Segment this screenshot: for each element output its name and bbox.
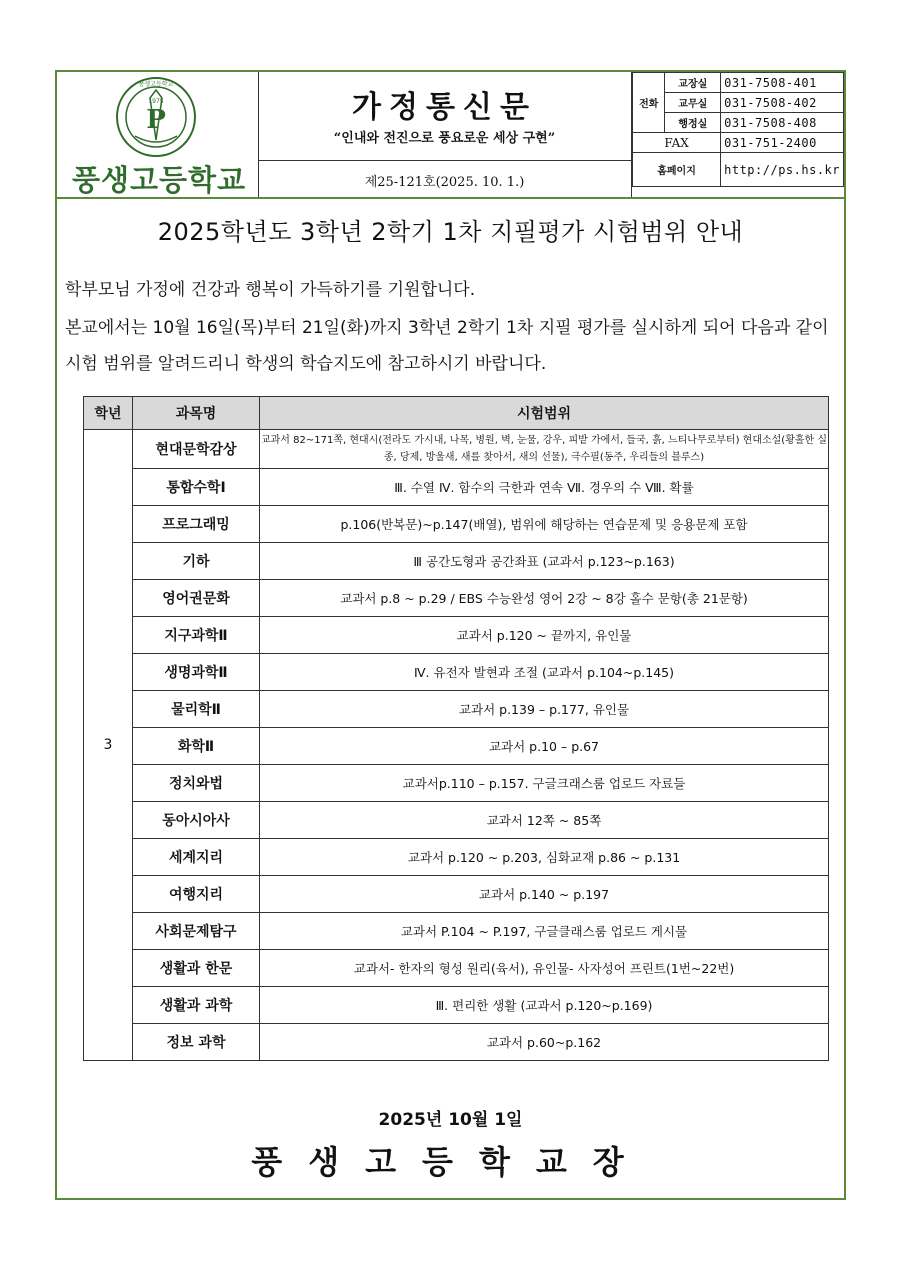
- range-cell: Ⅲ 공간도형과 공간좌표 (교과서 p.123~p.163): [260, 543, 829, 580]
- subject-cell: 여행지리: [133, 876, 260, 913]
- contact-label: 교장실: [665, 73, 721, 93]
- subject-cell: 화학Ⅱ: [133, 728, 260, 765]
- table-row: [84, 580, 829, 617]
- header-grade: 학년: [84, 397, 133, 430]
- fax-label: FAX: [633, 133, 721, 153]
- contact-label: 교무실: [665, 93, 721, 113]
- subject-cell: 통합수학Ⅰ: [133, 469, 260, 506]
- range-cell: Ⅲ. 편리한 생활 (교과서 p.120~p.169): [260, 987, 829, 1024]
- issue-cell: [258, 161, 632, 197]
- newsletter-title: 가정통신문: [352, 90, 537, 125]
- subject-cell: 기하: [133, 543, 260, 580]
- range-cell: 교과서 p.120 ~ p.203, 심화교재 p.86 ~ p.131: [260, 839, 829, 876]
- table-row: [84, 802, 829, 839]
- header-range: 시험범위: [260, 397, 829, 430]
- table-row: [84, 913, 829, 950]
- subject-cell: 생명과학Ⅱ: [133, 654, 260, 691]
- principal-signature: 풍생고등학교장: [251, 1143, 650, 1181]
- header-subject: 과목명: [133, 397, 260, 430]
- range-cell: 교과서 p.8 ~ p.29 / EBS 수능완성 영어 2강 ~ 8강 홀수 문항(총 21문항): [260, 580, 829, 617]
- fax-number: 031-751-2400: [721, 133, 844, 153]
- range-cell: 교과서 p.60~p.162: [260, 1024, 829, 1061]
- issue-date: 2025년 10월 1일: [378, 1110, 523, 1130]
- range-cell: 교과서p.110 – p.157. 구글크래스룸 업로드 자료들: [260, 765, 829, 802]
- subject-cell: 정치와법: [133, 765, 260, 802]
- table-row: [84, 1024, 829, 1061]
- greeting-paragraph: 학부모님 가정에 건강과 행복이 가득하기를 기원합니다.: [65, 280, 476, 300]
- range-cell: 교과서 12쪽 ~ 85쪽: [260, 802, 829, 839]
- table-header-row: [84, 397, 829, 430]
- subject-cell: 현대문학감상: [133, 430, 260, 469]
- subject-cell: 생활과 과학: [133, 987, 260, 1024]
- notice-paragraph: 본교에서는 10월 16일(목)부터 21일(화)까지 3학년 2학기 1차 지필 평가를 실시하게 되어 다음과 같이 시험 범위를 알려드리니 학생의 학습지도에 참고하시기 바랍니다.: [65, 318, 829, 374]
- subject-cell: 세계지리: [133, 839, 260, 876]
- table-row: [84, 654, 829, 691]
- homepage-label: 홈페이지: [633, 153, 721, 187]
- svg-text:P: P: [146, 105, 166, 135]
- issue-number: 제25-121호(2025. 10. 1.): [364, 175, 525, 190]
- subject-cell: 프로그래밍: [133, 506, 260, 543]
- phone-label: 전화: [633, 73, 665, 133]
- range-cell: 교과서 82~171쪽, 현대시(전라도 가시내, 나목, 병원, 벽, 눈물, 강우, 피밭 가에서, 들국, 흙, 느티나무로부터) 현대소설(황홀한 실종, 당제, 방울새, 새를 찾아서, 새의 선물), 극수필(동주, 우리들의 블루스): [260, 430, 829, 469]
- table-row: [84, 617, 829, 654]
- newsletter-frame: [55, 70, 846, 1200]
- exam-range-table: [83, 396, 829, 1061]
- range-cell: 교과서 p.10 – p.67: [260, 728, 829, 765]
- subject-cell: 지구과학Ⅱ: [133, 617, 260, 654]
- range-cell: 교과서 p.140 ~ p.197: [260, 876, 829, 913]
- subject-cell: 생활과 한문: [133, 950, 260, 987]
- contact-number: 031-7508-402: [721, 93, 844, 113]
- homepage-url[interactable]: http://ps.hs.kr: [721, 153, 844, 187]
- newsletter-header: [57, 72, 844, 199]
- table-row: [84, 950, 829, 987]
- table-row: [84, 765, 829, 802]
- school-logo: [57, 72, 259, 197]
- subject-cell: 영어권문화: [133, 580, 260, 617]
- range-cell: p.106(반복문)~p.147(배열), 범위에 해당하는 연습문제 및 응용문제 포함: [260, 506, 829, 543]
- table-row: [84, 506, 829, 543]
- school-motto: “인내와 전진으로 풍요로운 세상 구현”: [333, 131, 556, 146]
- range-cell: 교과서 P.104 ~ P.197, 구글클래스룸 업로드 게시물: [260, 913, 829, 950]
- range-cell: 교과서 p.120 ~ 끝까지, 유인물: [260, 617, 829, 654]
- range-cell: 교과서- 한자의 형성 원리(육서), 유인물- 사자성어 프린트(1번~22번): [260, 950, 829, 987]
- subject-cell: 동아시아사: [133, 802, 260, 839]
- subject-cell: 물리학Ⅱ: [133, 691, 260, 728]
- table-row: [84, 543, 829, 580]
- contact-number: 031-7508-408: [721, 113, 844, 133]
- range-cell: 교과서 p.139 – p.177, 유인물: [260, 691, 829, 728]
- grade-cell: 3: [84, 430, 133, 1061]
- svg-text:풍생고등학교: 풍생고등학교: [138, 81, 174, 88]
- school-seal-icon: [115, 76, 197, 158]
- table-row: [84, 839, 829, 876]
- school-name-logo: 풍생고등학교: [71, 163, 247, 197]
- contact-label: 행정실: [665, 113, 721, 133]
- table-row: [84, 987, 829, 1024]
- contact-number: 031-7508-401: [721, 73, 844, 93]
- table-row: [84, 728, 829, 765]
- table-row: [84, 469, 829, 506]
- contact-table: [632, 72, 844, 197]
- title-cell: [258, 72, 632, 161]
- subject-cell: 정보 과학: [133, 1024, 260, 1061]
- subject-cell: 사회문제탐구: [133, 913, 260, 950]
- table-row: [84, 876, 829, 913]
- table-row: [84, 430, 829, 469]
- svg-text:1975: 1975: [148, 98, 164, 105]
- document-title: 2025학년도 3학년 2학기 1차 지필평가 시험범위 안내: [157, 218, 744, 246]
- range-cell: Ⅳ. 유전자 발현과 조절 (교과서 p.104~p.145): [260, 654, 829, 691]
- range-cell: Ⅲ. 수열 Ⅳ. 함수의 극한과 연속 Ⅶ. 경우의 수 Ⅷ. 확률: [260, 469, 829, 506]
- table-row: [84, 691, 829, 728]
